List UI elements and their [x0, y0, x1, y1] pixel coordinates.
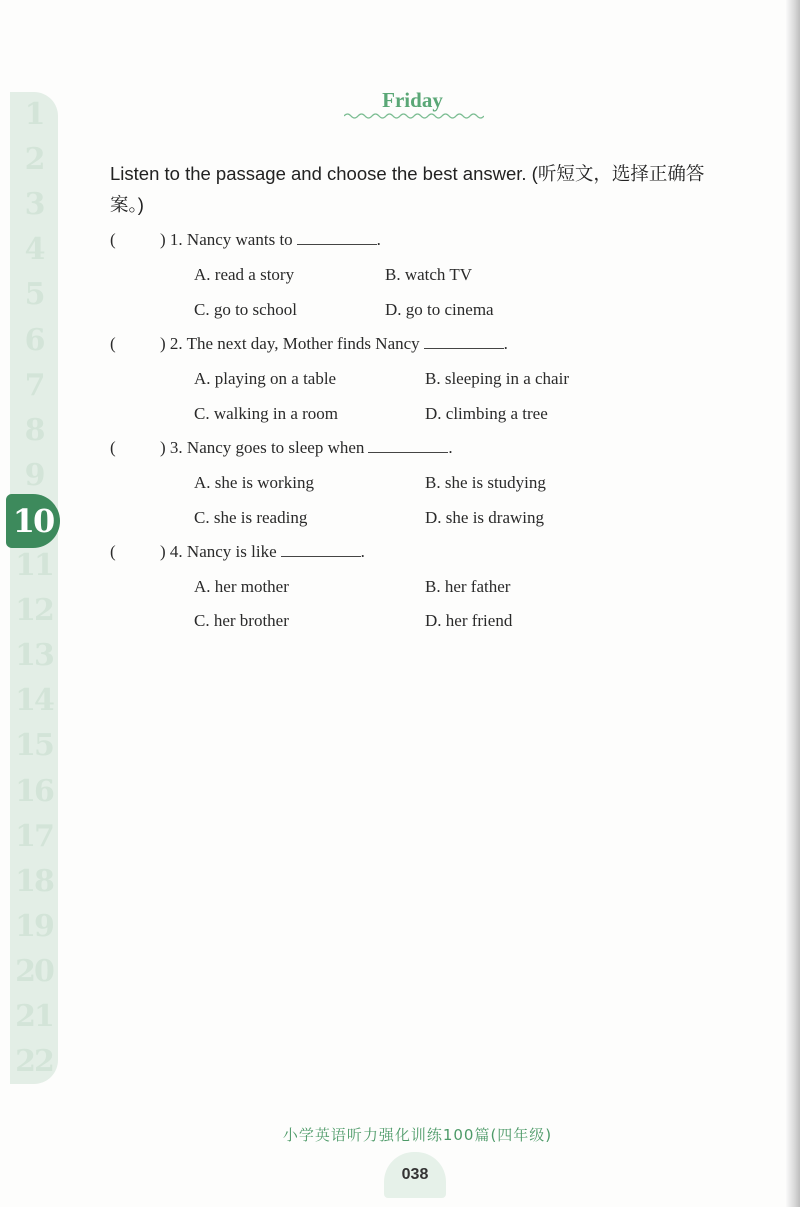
question-stem: ) 2. The next day, Mother finds Nancy — [160, 334, 420, 353]
option-4c: C. her brother — [194, 611, 289, 630]
unit-tab-16: 16 — [15, 773, 53, 809]
answer-paren: ( — [110, 542, 116, 561]
unit-tab-12: 12 — [15, 593, 53, 629]
option-2c: C. walking in a room — [194, 404, 339, 423]
question-end: . — [360, 542, 365, 561]
answer-paren: ( — [110, 334, 116, 353]
unit-tab-8: 8 — [24, 412, 44, 448]
unit-tab-3: 3 — [24, 187, 44, 223]
answer-blank — [368, 451, 448, 453]
unit-tab-13: 13 — [15, 638, 53, 674]
unit-tab-21: 21 — [15, 999, 53, 1034]
option-1c: C. go to school — [194, 300, 297, 319]
unit-tab-19: 19 — [15, 908, 53, 944]
unit-tab-15: 15 — [15, 728, 53, 764]
question-stem: ) 1. Nancy wants to — [160, 230, 293, 249]
page-number: 038 — [384, 1152, 446, 1198]
question-stem: ) 3. Nancy goes to sleep when — [160, 438, 365, 457]
option-4a: A. her mother — [194, 577, 289, 596]
question-end: . — [503, 334, 508, 353]
unit-tab-9: 9 — [24, 457, 44, 493]
option-4d: D. her friend — [425, 611, 513, 630]
page-title: Friday — [382, 88, 443, 112]
question-end: . — [376, 230, 381, 249]
unit-tab-14: 14 — [15, 683, 53, 719]
unit-tab-18: 18 — [15, 863, 53, 899]
answer-paren: ( — [110, 438, 116, 457]
option-3d: D. she is drawing — [425, 508, 544, 527]
unit-tab-2: 2 — [24, 142, 44, 178]
unit-tab-6: 6 — [24, 322, 44, 358]
page-edge-shadow — [786, 0, 800, 1207]
option-1d: D. go to cinema — [385, 300, 494, 319]
option-2a: A. playing on a table — [194, 369, 337, 388]
question-4 — [110, 542, 365, 562]
title-wave-decoration — [344, 112, 484, 120]
book-title: 小学英语听力强化训练100篇(四年级) — [282, 1126, 553, 1144]
option-4b: B. her father — [425, 577, 511, 596]
option-1a: A. read a story — [194, 265, 295, 284]
question-stem: ) 4. Nancy is like — [160, 542, 277, 561]
answer-blank — [281, 555, 361, 557]
option-1b: B. watch TV — [385, 265, 473, 284]
answer-blank — [297, 243, 377, 245]
unit-tab-11: 11 — [15, 548, 53, 583]
unit-tab-4: 4 — [24, 232, 44, 268]
option-3c: C. she is reading — [194, 508, 308, 527]
unit-tab-10: 10 — [6, 494, 60, 548]
unit-tab-17: 17 — [15, 818, 53, 854]
option-3b: B. she is studying — [425, 473, 546, 492]
unit-tab-1: 1 — [24, 97, 44, 132]
unit-tab-5: 5 — [24, 277, 44, 313]
question-end: . — [448, 438, 453, 457]
answer-paren: ( — [110, 230, 116, 249]
option-2d: D. climbing a tree — [425, 404, 548, 423]
question-3 — [110, 438, 453, 458]
answer-blank — [424, 347, 504, 349]
unit-tab-22: 22 — [15, 1044, 53, 1080]
question-2 — [110, 334, 508, 354]
option-2b: B. sleeping in a chair — [425, 369, 569, 388]
unit-tab-7: 7 — [24, 367, 44, 403]
instruction-text: Listen to the passage and choose the best answer. (听短文，选择正确答案。) — [110, 163, 705, 215]
unit-tab-20: 20 — [15, 953, 53, 989]
option-3a: A. she is working — [194, 473, 314, 492]
question-1 — [110, 230, 381, 250]
